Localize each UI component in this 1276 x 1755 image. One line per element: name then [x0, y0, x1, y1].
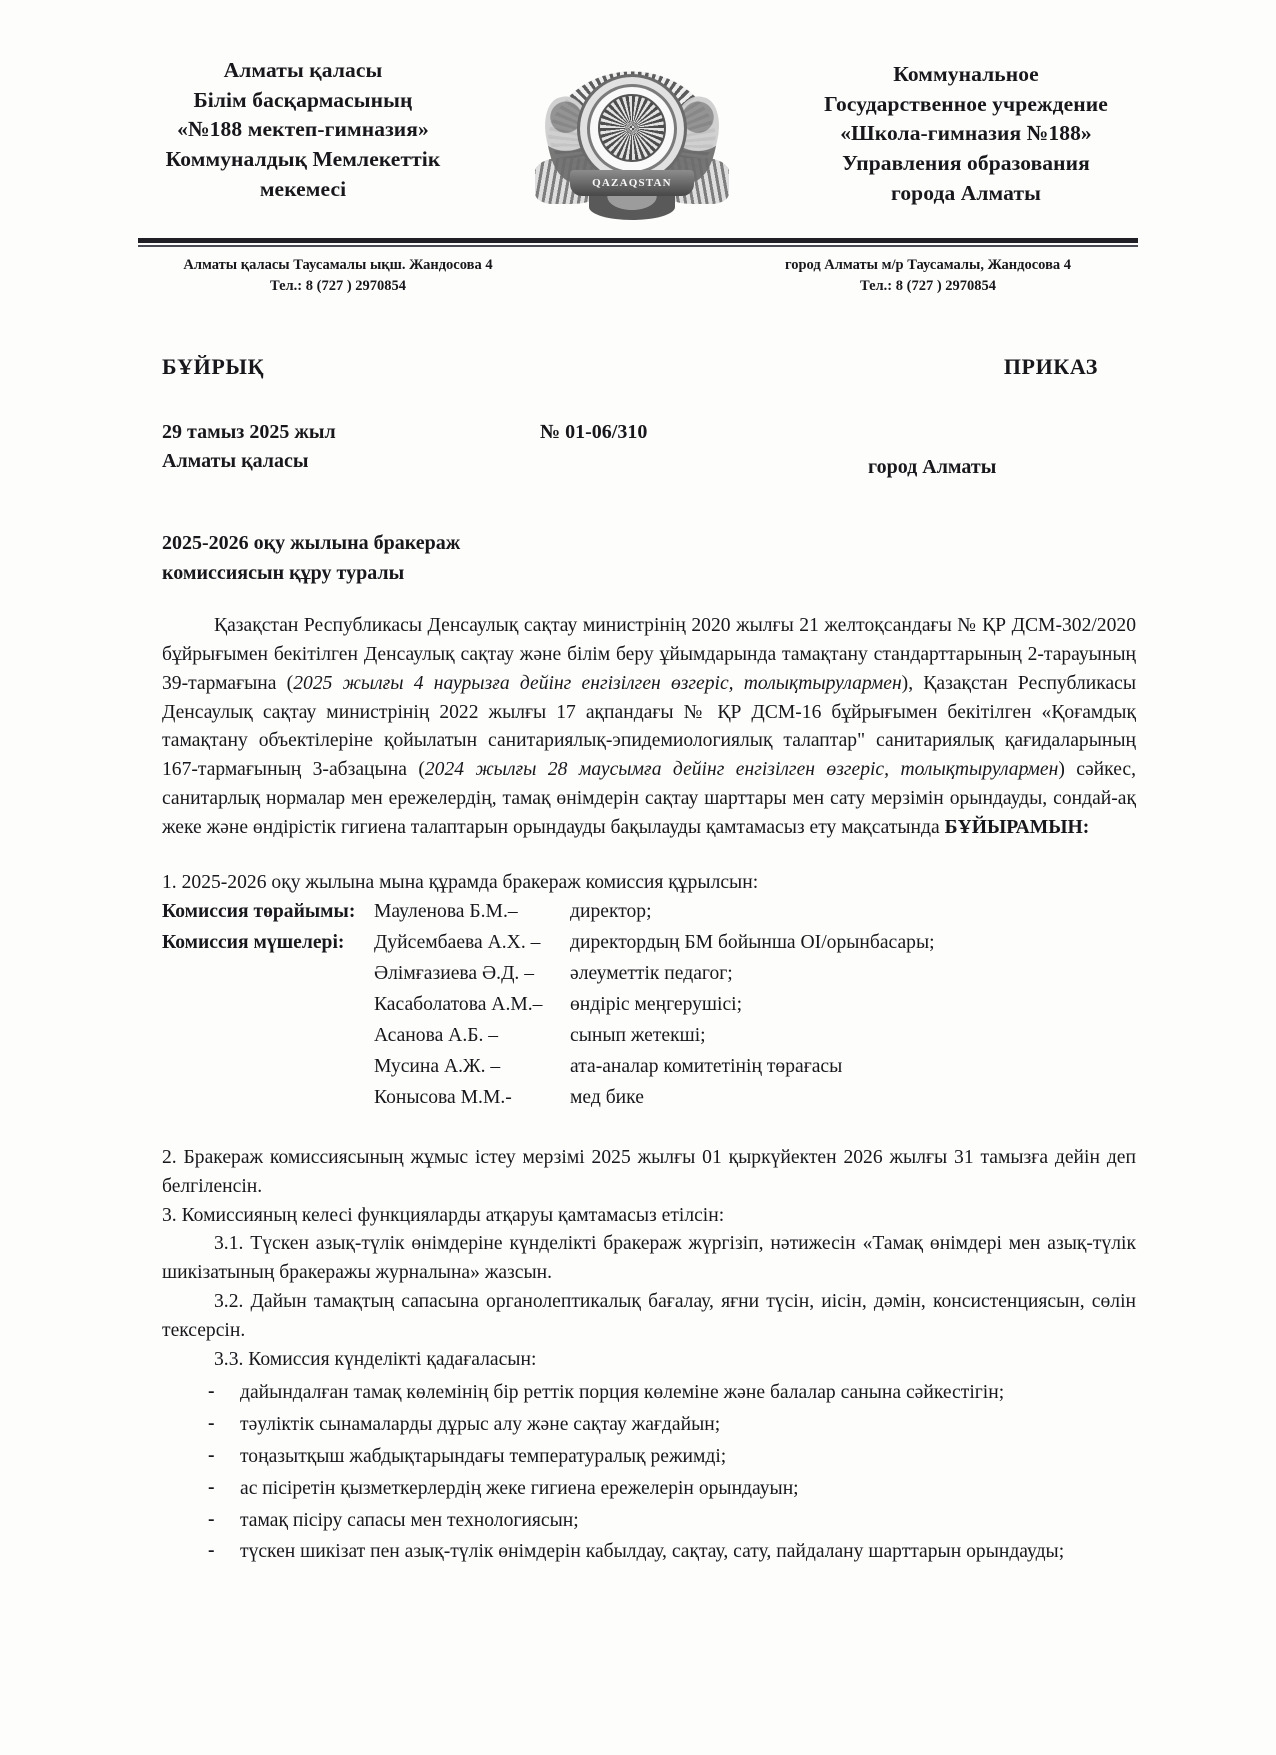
letterhead-russian-block	[796, 46, 1136, 208]
commission-member-role: сынып жетекші;	[570, 1025, 706, 1047]
order-number: № 01-06/310	[540, 421, 648, 444]
clause-1-heading: 1. 2025-2026 оқу жылына мына құрамда бракераж комиссия құрылсын:	[162, 871, 759, 893]
order-subject	[0, 476, 1276, 588]
letterhead-ru-line-4: Управления образования	[842, 150, 1090, 175]
commission-member-row	[162, 928, 1136, 959]
commission-member-name: Әлімғазиева Ә.Д. –	[374, 963, 535, 985]
preamble-section	[0, 588, 1276, 842]
contact-details	[0, 247, 1276, 296]
letterhead	[0, 0, 1276, 228]
preamble-part-2: ), Қазақстан Республикасы Денсаулық сақтау министрінің 2022 жылғы 17 ақпандағы № ҚР ДСМ-16 бұйрығымен бекітілген «Қоғамдық тамақтану объектілеріне қойылатын санитариялық-эпидемиологиялық талаптар" санитариялық қағидаларының 167-тармағының 3-абзацына (	[162, 672, 1136, 781]
order-title-row	[0, 296, 1276, 380]
contact-kk-phone: Тел.: 8 (727 ) 2970854	[269, 277, 407, 294]
emblem-shanyrak-core	[598, 94, 666, 162]
commission-member-row	[162, 959, 1136, 990]
state-emblem-icon	[534, 42, 730, 228]
commission-member-row	[162, 1052, 1136, 1083]
order-subject-line-2: комиссиясын құру туралы	[162, 562, 405, 585]
order-date: 29 тамыз 2025 жыл	[162, 421, 336, 444]
commission-member-name: Касаболатова А.М.–	[374, 994, 543, 1016]
letterhead-ru-line-2: Государственное учреждение	[824, 91, 1108, 116]
list-item: - дайындалған тамақ көлемінің бір реттік порция көлеміне және балалар санына сәйкестігін;	[200, 1379, 1136, 1408]
order-title-kazakh: БҰЙРЫҚ	[162, 354, 265, 380]
list-item: - тоңазытқыш жабдықтарындағы температуралық режимді;	[200, 1443, 1136, 1472]
preamble-italic-1: 2025 жылғы 4 наурызға дейінг енгізілген өзгеріс, толықтырулармен	[293, 672, 902, 694]
list-item: - тәуліктік сынамаларды дұрыс алу және сақтау жағдайын;	[200, 1411, 1136, 1440]
commission-chair-row	[162, 897, 1136, 928]
clause-3-2-text: 3.2. Дайын тамақтың сапасына органолептикалық бағалау, яғни түсін, иісін, дәмін, консистенциясын, сөлін тексерсін.	[162, 1290, 1136, 1341]
order-city-kazakh: Алматы қаласы	[162, 450, 309, 473]
preamble-paragraph	[162, 612, 1136, 842]
letterhead-kk-line-4: Коммуналдық Мемлекеттік	[165, 146, 441, 171]
order-subject-line-1: 2025-2026 оқу жылына бракераж	[162, 532, 461, 555]
letterhead-kk-line-5: мекемесі	[259, 176, 347, 201]
commission-chair-label: Комиссия төрайымы:	[162, 901, 356, 923]
clause-3-3-text: 3.3. Комиссия күнделікті қадағаласын:	[214, 1348, 537, 1370]
letterhead-kazakh-block	[138, 46, 468, 204]
contact-russian	[718, 255, 1138, 296]
contact-kk-address: Алматы қаласы Таусамалы ықш. Жандосова 4	[183, 257, 493, 273]
commission-member-row	[162, 1021, 1136, 1052]
letterhead-divider	[138, 238, 1138, 247]
commission-member-role: мед бике	[570, 1087, 644, 1109]
commission-member-name: Дуйсембаева А.Х. –	[374, 932, 541, 954]
emblem-graphic	[539, 42, 725, 224]
commission-member-row	[162, 1083, 1136, 1114]
commission-member-row	[162, 990, 1136, 1021]
letterhead-ru-line-3: «Школа-гимназия №188»	[840, 121, 1092, 146]
contact-ru-phone: Тел.: 8 (727 ) 2970854	[859, 277, 997, 294]
list-item: - түскен шикізат пен азық-түлік өнімдерін кабылдау, сақтау, сату, пайдалану шарттарын орындауды;	[200, 1538, 1136, 1567]
commission-member-role: әлеуметтік педагог;	[570, 963, 733, 985]
preamble-order-verb: БҰЙЫРАМЫН:	[944, 816, 1090, 838]
clause-1-section	[0, 843, 1276, 1114]
list-item: - тамақ пісіру сапасы мен технологиясын;	[200, 1507, 1136, 1536]
contact-ru-address: город Алматы м/р Таусамалы, Жандосова 4	[784, 257, 1072, 273]
letterhead-ru-line-5: города Алматы	[891, 180, 1041, 205]
commission-member-role: өндіріс меңгерушісі;	[570, 994, 743, 1016]
commission-member-name: Конысова М.М.-	[374, 1087, 512, 1109]
clause-2-text: 2. Бракераж комиссиясының жұмыс істеу мерзімі 2025 жылғы 01 қыркүйектен 2026 жылғы 31 тамызға дейін деп белгіленсін.	[162, 1147, 1136, 1197]
emblem-base	[589, 194, 675, 220]
commission-chair-name: Мауленова Б.М.–	[374, 901, 518, 923]
order-title-russian: ПРИКАЗ	[1003, 354, 1098, 380]
emblem-country-banner: QAZAQSTAN	[570, 170, 694, 196]
list-item: - ас пісіретін қызметкерлердің жеке гигиена ережелерін орындауын;	[200, 1475, 1136, 1504]
commission-chair-role: директор;	[570, 901, 652, 923]
letterhead-kk-line-2: Білім басқармасының	[193, 87, 413, 112]
letterhead-kk-line-1: Алматы қаласы	[223, 58, 383, 82]
preamble-part-1: Қазақстан Республикасы Денсаулық сақтау министрінің 2020 жылғы 21 желтоқсандағы № ҚР ДСМ-302/2020 бұйрығымен бекітілген Денсаулық сақтау және білім беру ұйымдарында тамақтану стандарттарының 2-тарауының 39-тармағына (	[162, 615, 1136, 694]
commission-member-name: Асанова А.Б. –	[374, 1025, 499, 1047]
preamble-italic-2: 2024 жылғы 28 маусымға дейінг енгізілген өзгеріс, толықтырулармен	[424, 759, 1059, 781]
clause-3-1-text: 3.1. Түскен азық-түлік өнімдеріне күнделікті бракераж жүргізіп, нәтижесін «Тамақ өнімдері мен азық-түлік шикізатының бракеражы журналына» жазсын.	[162, 1233, 1136, 1284]
order-city-russian: город Алматы	[868, 456, 997, 479]
clause-3-text: 3. Комиссияның келесі функцияларды атқаруы қамтамасыз етілсін:	[162, 1204, 725, 1226]
commission-member-role: директордың БМ бойынша ОІ/орынбасары;	[570, 932, 935, 954]
order-meta-row	[0, 380, 1276, 479]
commission-member-name: Мусина А.Ж. –	[374, 1056, 501, 1078]
contact-kazakh	[138, 255, 538, 296]
letterhead-kk-line-3: «№188 мектеп-гимназия»	[177, 117, 429, 142]
letterhead-ru-line-1: Коммунальное	[893, 62, 1039, 86]
preamble-part-3: ) сәйкес, санитарлық нормалар мен ережелердің, тамақ өнімдерін сақтау шарттары мен сату мерзімін орындауды, сондай-ақ жеке және өндірістік гигиена талаптарын орындауды бақылауды қамтамасыз ету мақсатында	[162, 759, 1136, 838]
commission-members-label: Комиссия мүшелері:	[162, 932, 345, 954]
clause-3-3-bullet-list	[0, 1374, 1276, 1567]
commission-member-role: ата-аналар комитетінің төрағасы	[570, 1056, 843, 1078]
clause-2-section	[0, 1114, 1276, 1374]
